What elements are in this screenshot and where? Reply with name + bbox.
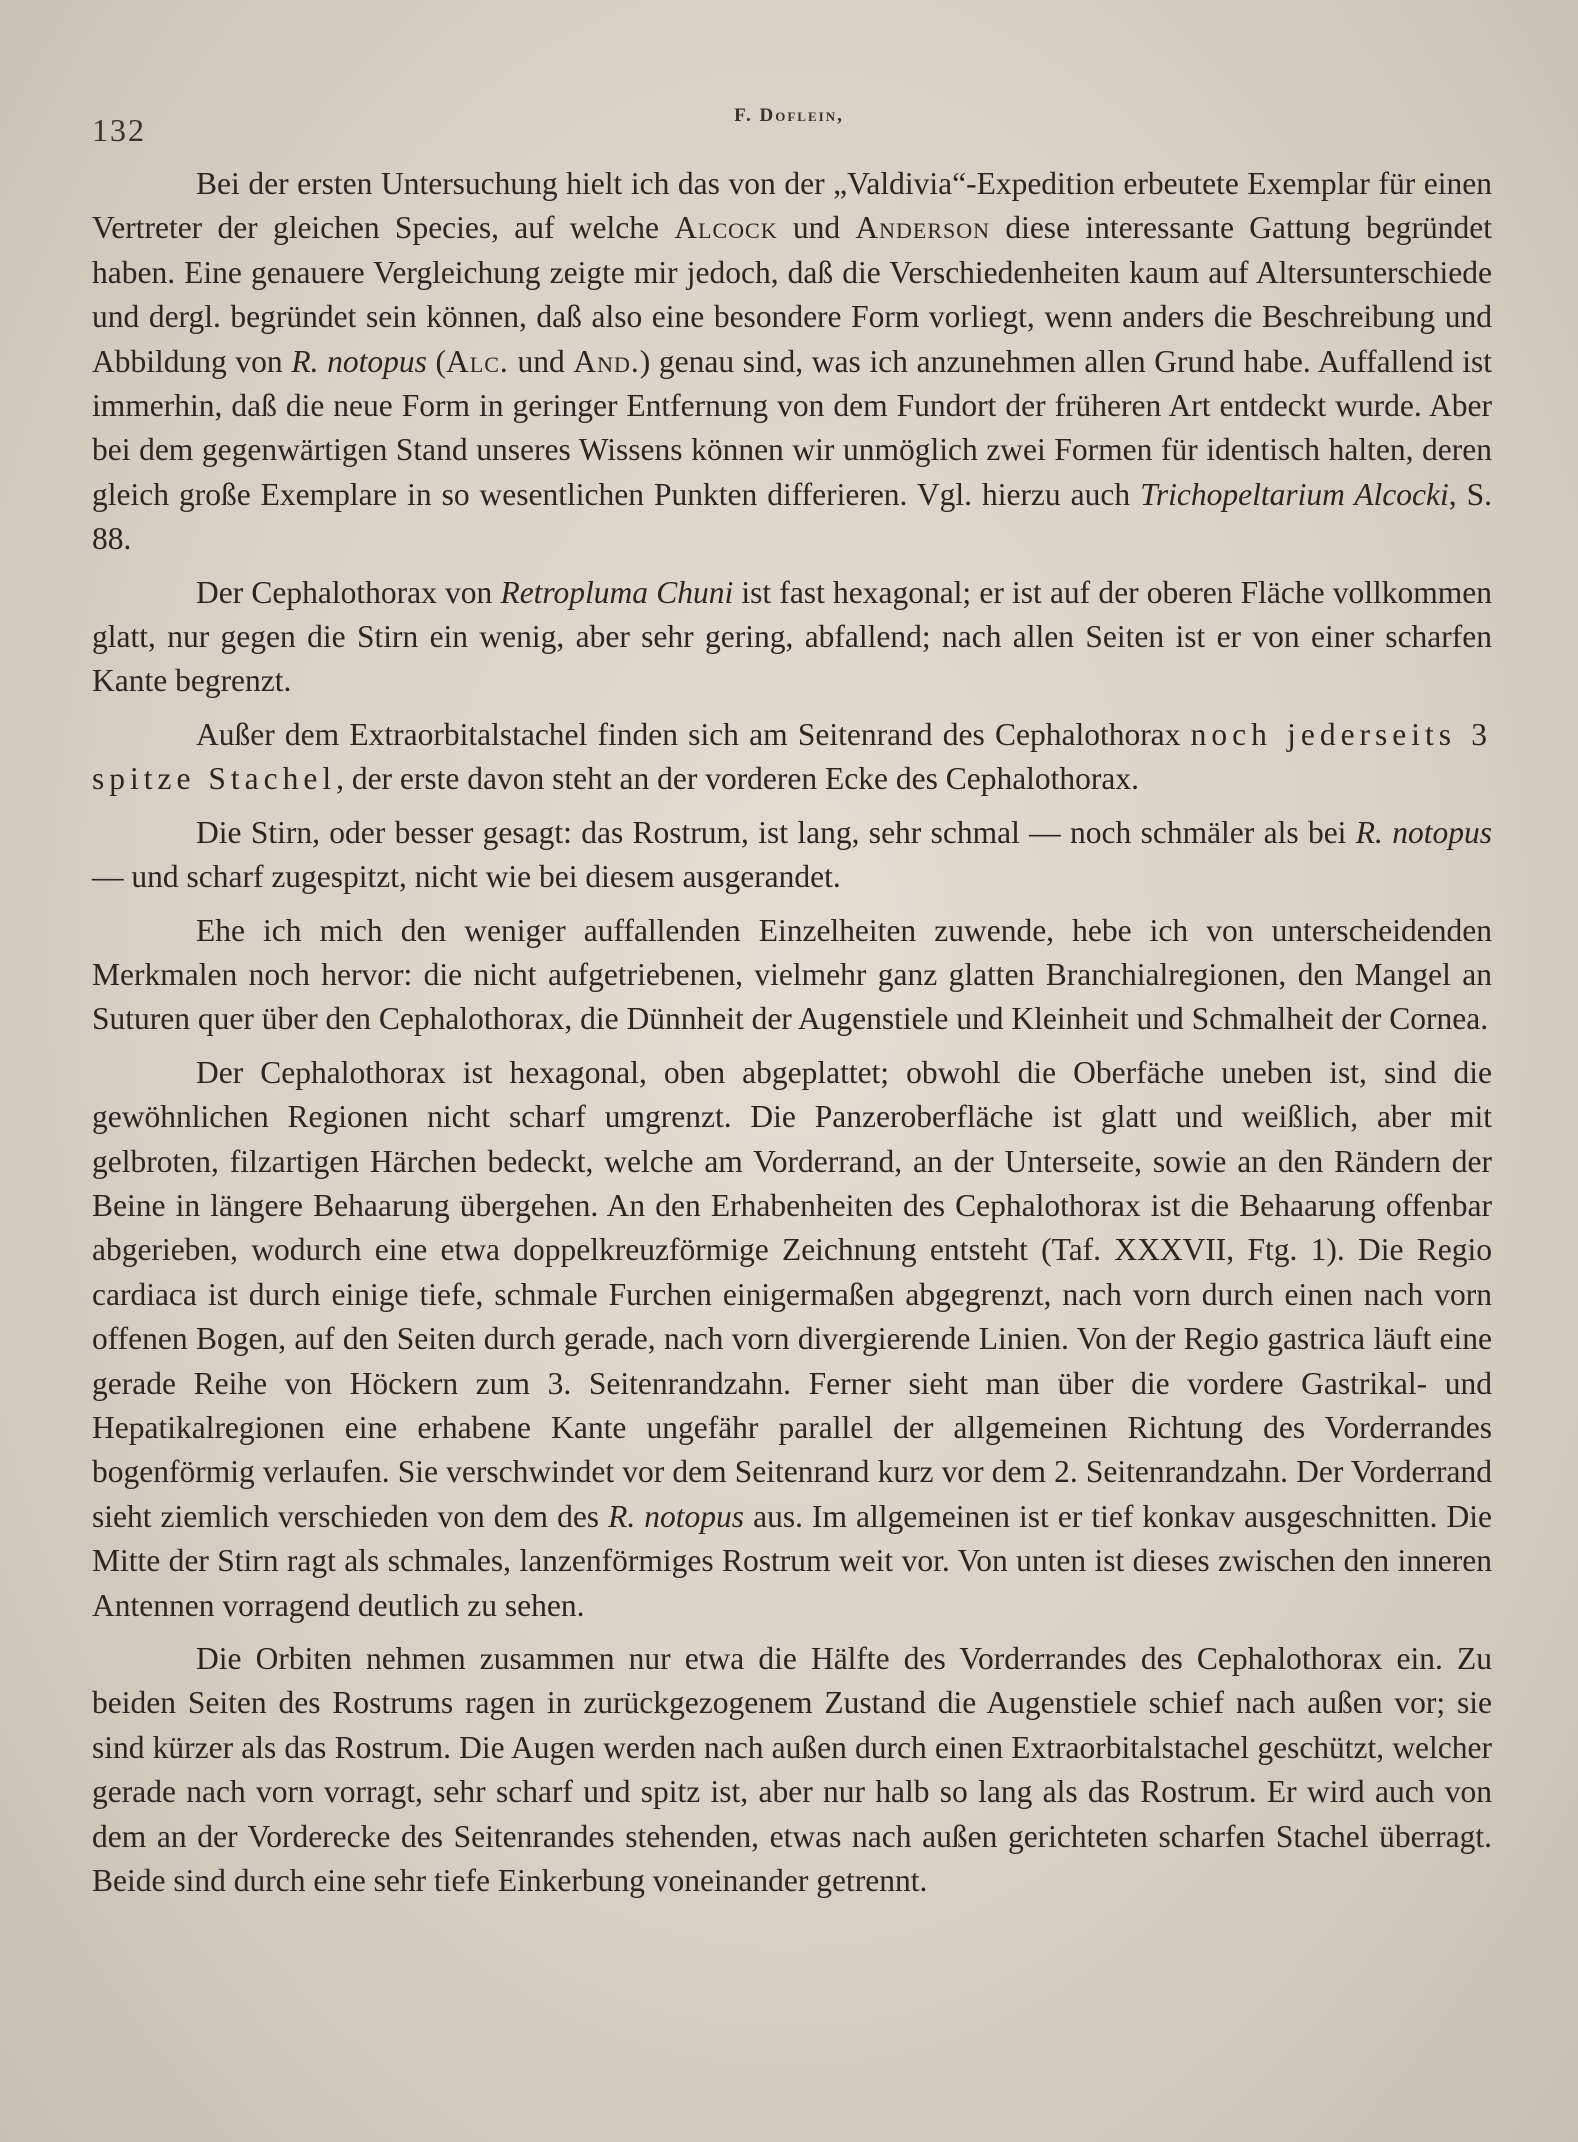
paragraph-p2: [92, 571, 1492, 704]
small-caps-author: Alcock: [674, 210, 778, 246]
small-caps-author: Anderson: [855, 210, 991, 246]
italic-taxon-name: R. notopus: [608, 1498, 745, 1534]
text-run: Außer dem Extraorbitalstachel finden sich am Seitenrand des Cephalothorax: [196, 716, 1191, 752]
text-run: und: [508, 343, 574, 379]
text-run: ist fast hexagonal; er ist auf der oberen Fläche vollkommen glatt, nur gegen die Stirn ein wenig, aber sehr gering, abfallend; nach allen Seiten ist er von einer scharfen Kante begrenzt.: [92, 574, 1493, 699]
paragraph-p5: [92, 909, 1492, 1042]
text-run: ) genau sind, was ich anzunehmen allen Grund habe. Auffallend ist immerhin, daß die neue Form in geringer Entfernung von dem Fundort der früheren Art entdeckt wurde. Aber bei dem gegenwärtigen Stand unseres Wissens können wir unmöglich zwei Formen für identisch halten, deren gleich große Exemplare in so wesentlichen Punkten differieren. Vgl. hierzu auch: [92, 343, 1492, 512]
text-run: Der Cephalothorax von: [196, 574, 501, 610]
spaced-emphasis: noch jederseits 3 spitze Stachel: [92, 716, 1493, 797]
text-run: — und scharf zugespitzt, nicht wie bei diesem ausgerandet.: [92, 859, 841, 895]
paragraph-p1: [92, 162, 1492, 562]
text-run: diese interessante Gattung begründet haben. Eine genauere Vergleichung zeigte mir jedoch, daß die Verschiedenheiten kaum auf Altersunterschiede und dergl. begründet sein können, daß also eine besondere Form vorliegt, wenn anders die Beschreibung und Abbildung von: [92, 210, 1492, 379]
italic-taxon-name: Trichopeltarium Alcocki: [1140, 476, 1449, 512]
text-run: aus. Im allgemeinen ist er tief konkav ausgeschnitten. Die Mitte der Stirn ragt als schmales, lanzenförmiges Rostrum weit vor. Von unten ist dieses zwischen den inneren Antennen vorragend deutlich zu sehen.: [92, 1498, 1493, 1623]
paragraph-p7: [92, 1637, 1492, 1903]
italic-taxon-name: R. notopus: [1355, 814, 1492, 850]
text-run: Die Orbiten nehmen zusammen nur etwa die Hälfte des Vorderrandes des Cephalothorax ein. Zu beiden Seiten des Rostrums ragen in zurückgezogenem Zustand die Augenstiele schief nach außen vor; sie sind kürzer als das Rostrum. Die Augen werden nach außen durch einen Extraorbitalstachel geschützt, welcher gerade nach vorn vorragt, sehr scharf und spitz ist, aber nur halb so lang als das Rostrum. Er wird auch von dem an der Vorderecke des Seitenrandes stehenden, etwas nach außen gerichteten scharfen Stachel überragt. Beide sind durch eine sehr tiefe Einkerbung voneinander getrennt.: [92, 1641, 1492, 1899]
paragraph-p4: [92, 811, 1492, 900]
text-run: Bei der ersten Untersuchung hielt ich das von der „Valdivia“-Expedition erbeutete Exemplar für einen Vertreter der gleichen Species, auf welche: [92, 166, 1492, 246]
text-run: Die Stirn, oder besser gesagt: das Rostrum, ist lang, sehr schmal — noch schmäler als bei: [196, 814, 1356, 850]
text-run: , der erste davon steht an der vorderen Ecke des Cephalothorax.: [336, 761, 1140, 797]
text-run: Ehe ich mich den weniger auffallenden Einzelheiten zuwende, hebe ich von unterscheidenden Merkmalen noch hervor: die nicht aufgetriebenen, vielmehr ganz glatten Branchialregionen, den Mangel an Suturen quer über den Cephalothorax, die Dünnheit der Augenstiele und Kleinheit und Schmalheit der Cornea.: [92, 912, 1492, 1037]
paragraph-p6: [92, 1051, 1492, 1628]
text-run: Der Cephalothorax ist hexagonal, oben abgeplattet; obwohl die Oberfäche uneben ist, sind die gewöhnlichen Regionen nicht scharf umgrenzt. Die Panzeroberfläche ist glatt und weißlich, aber mit gelbroten, filzartigen Härchen bedeckt, welche am Vorderrand, an der Unterseite, sowie an den Rändern der Beine in längere Behaarung übergehen. An den Erhabenheiten des Cephalothorax ist die Behaarung offenbar abgerieben, wodurch eine etwa doppelkreuzförmige Zeichnung entsteht (Taf. XXXVII, Ftg. 1). Die Regio cardiaca ist durch einige tiefe, schmale Furchen einigermaßen abgegrenzt, nach vorn durch einen nach vorn offenen Bogen, auf den Seiten durch gerade, nach vorn divergierende Linien. Von der Regio gastrica läuft eine gerade Reihe von Höckern zum 3. Seitenrandzahn. Ferner sieht man über die vordere Gastrikal- und Hepatikalregionen eine erhabene Kante ungefähr parallel der allgemeinen Richtung des Vorderrandes bogenförmig verlaufen. Sie verschwindet vor dem Seitenrand kurz vor dem 2. Seitenrandzahn. Der Vorderrand sieht ziemlich verschieden von dem des: [92, 1054, 1492, 1534]
italic-taxon-name: R. notopus: [291, 343, 427, 379]
body-text: [92, 162, 1492, 1903]
text-run: , S. 88.: [92, 476, 1492, 557]
text-run: und: [777, 210, 856, 246]
running-head: F. Doflein,: [734, 105, 844, 126]
paragraph-p3: [92, 713, 1492, 802]
italic-taxon-name: Retropluma Chuni: [500, 574, 734, 610]
text-run: (: [426, 343, 447, 379]
small-caps-author: And.: [573, 343, 640, 379]
page-number: 132: [92, 112, 146, 148]
small-caps-author: Alc.: [446, 343, 509, 379]
